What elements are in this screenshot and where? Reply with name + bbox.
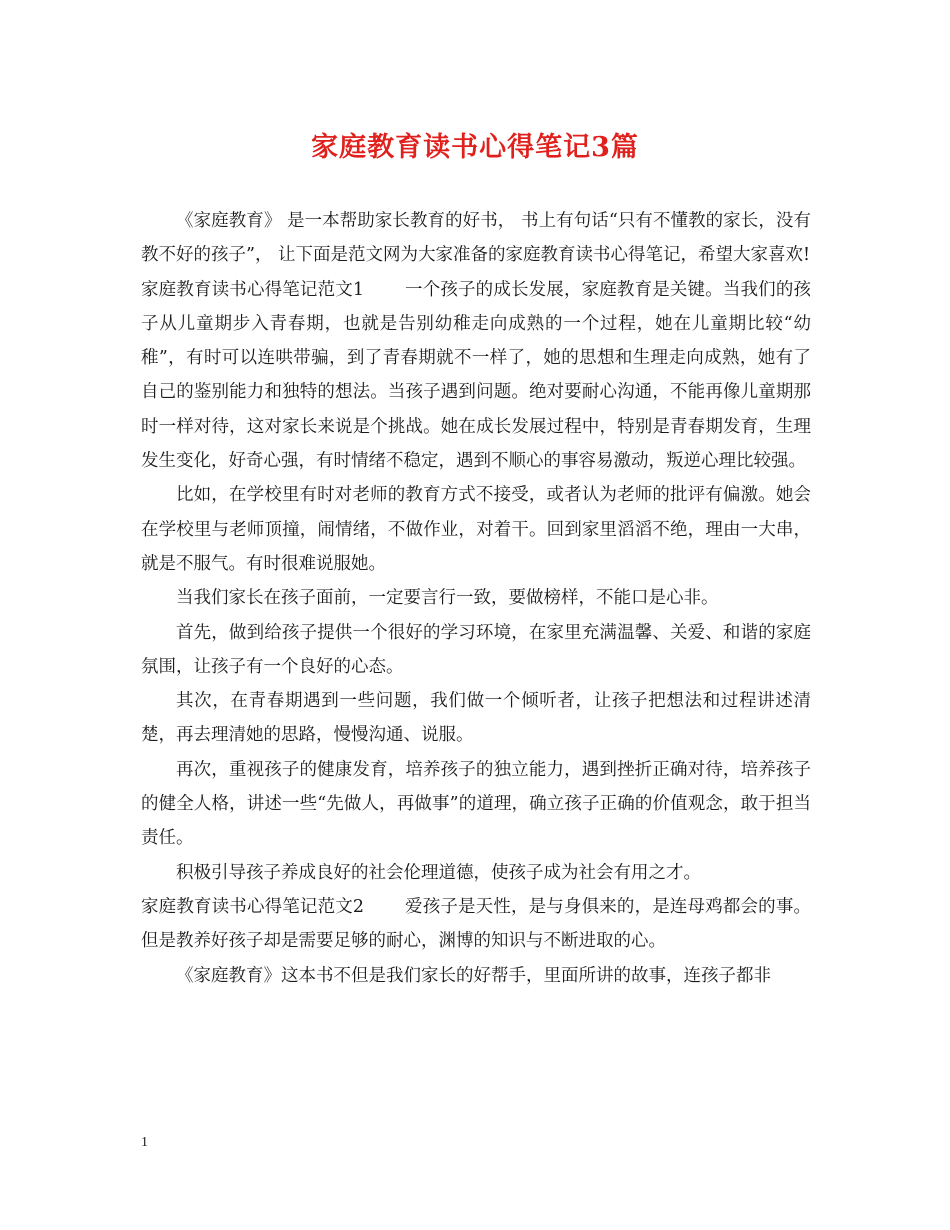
paragraph: 当我们家长在孩子面前，一定要言行一致，要做榜样，不能口是心非。: [176, 588, 719, 609]
document-title: 家庭教育读书心得笔记3篇: [311, 132, 639, 163]
paragraph: 其次，在青春期遇到一些问题，我们做一个倾听者，让孩子把想法和过程讲述清楚，再去理清她的思路，慢慢沟通、说服。: [141, 691, 811, 746]
document-body: [141, 204, 811, 993]
paragraph: 比如，在学校里有时对老师的教育方式不接受，或者认为老师的批评有偏激。她会在学校里与老师顶撞，闹情绪，不做作业，对着干。回到家里滔滔不绝，理由一大串，就是不服气。有时很难说服她。: [141, 485, 811, 574]
paragraph: 《家庭教育》这本书不但是我们家长的好帮手，里面所讲的故事，连孩子都非: [176, 965, 771, 986]
paragraph-intro: 《家庭教育》 是一本帮助家长教育的好书， 书上有句话“只有不懂教的家长，没有教不好的孩子”， 让下面是范文网为大家准备的家庭教育读书心得笔记，希望大家喜欢!: [141, 211, 811, 266]
page-number: 1: [141, 1135, 148, 1150]
paragraph: 首先，做到给孩子提供一个很好的学习环境，在家里充满温馨、关爱、和谐的家庭氛围，让孩子有一个良好的心态。: [141, 622, 811, 677]
paragraph: 积极引导孩子养成良好的社会伦理道德，使孩子成为社会有用之才。: [176, 862, 701, 883]
paragraph: 再次，重视孩子的健康发育，培养孩子的独立能力，遇到挫折正确对待，培养孩子的健全人格，讲述一些“先做人，再做事”的道理，确立孩子正确的价值观念，敢于担当责任。: [141, 759, 811, 849]
paragraph-sample-2-heading: 家庭教育读书心得笔记范文2 爱孩子是天性，是与身俱来的，是连母鸡都会的事。但是教养好孩子却是需要足够的耐心，渊博的知识与不断进取的心。: [141, 896, 811, 952]
paragraph-sample-1-heading: 家庭教育读书心得笔记范文1 一个孩子的成长发展，家庭教育是关键。当我们的孩子从儿童期步入青春期，也就是告别幼稚走向成熟的一个过程，她在儿童期比较“幼稚”，有时可以连哄带骗，到了青春期就不一样了，她的思想和生理走向成熟，她有了自己的鉴别能力和独特的想法。当孩子遇到问题。绝对要耐心沟通，不能再像儿童期那时一样对待，这对家长来说是个挑战。她在成长发展过程中，特别是青春期发育，生理发生变化，好奇心强，有时情绪不稳定，遇到不顺心的事容易激动，叛逆心理比较强。: [141, 279, 811, 472]
